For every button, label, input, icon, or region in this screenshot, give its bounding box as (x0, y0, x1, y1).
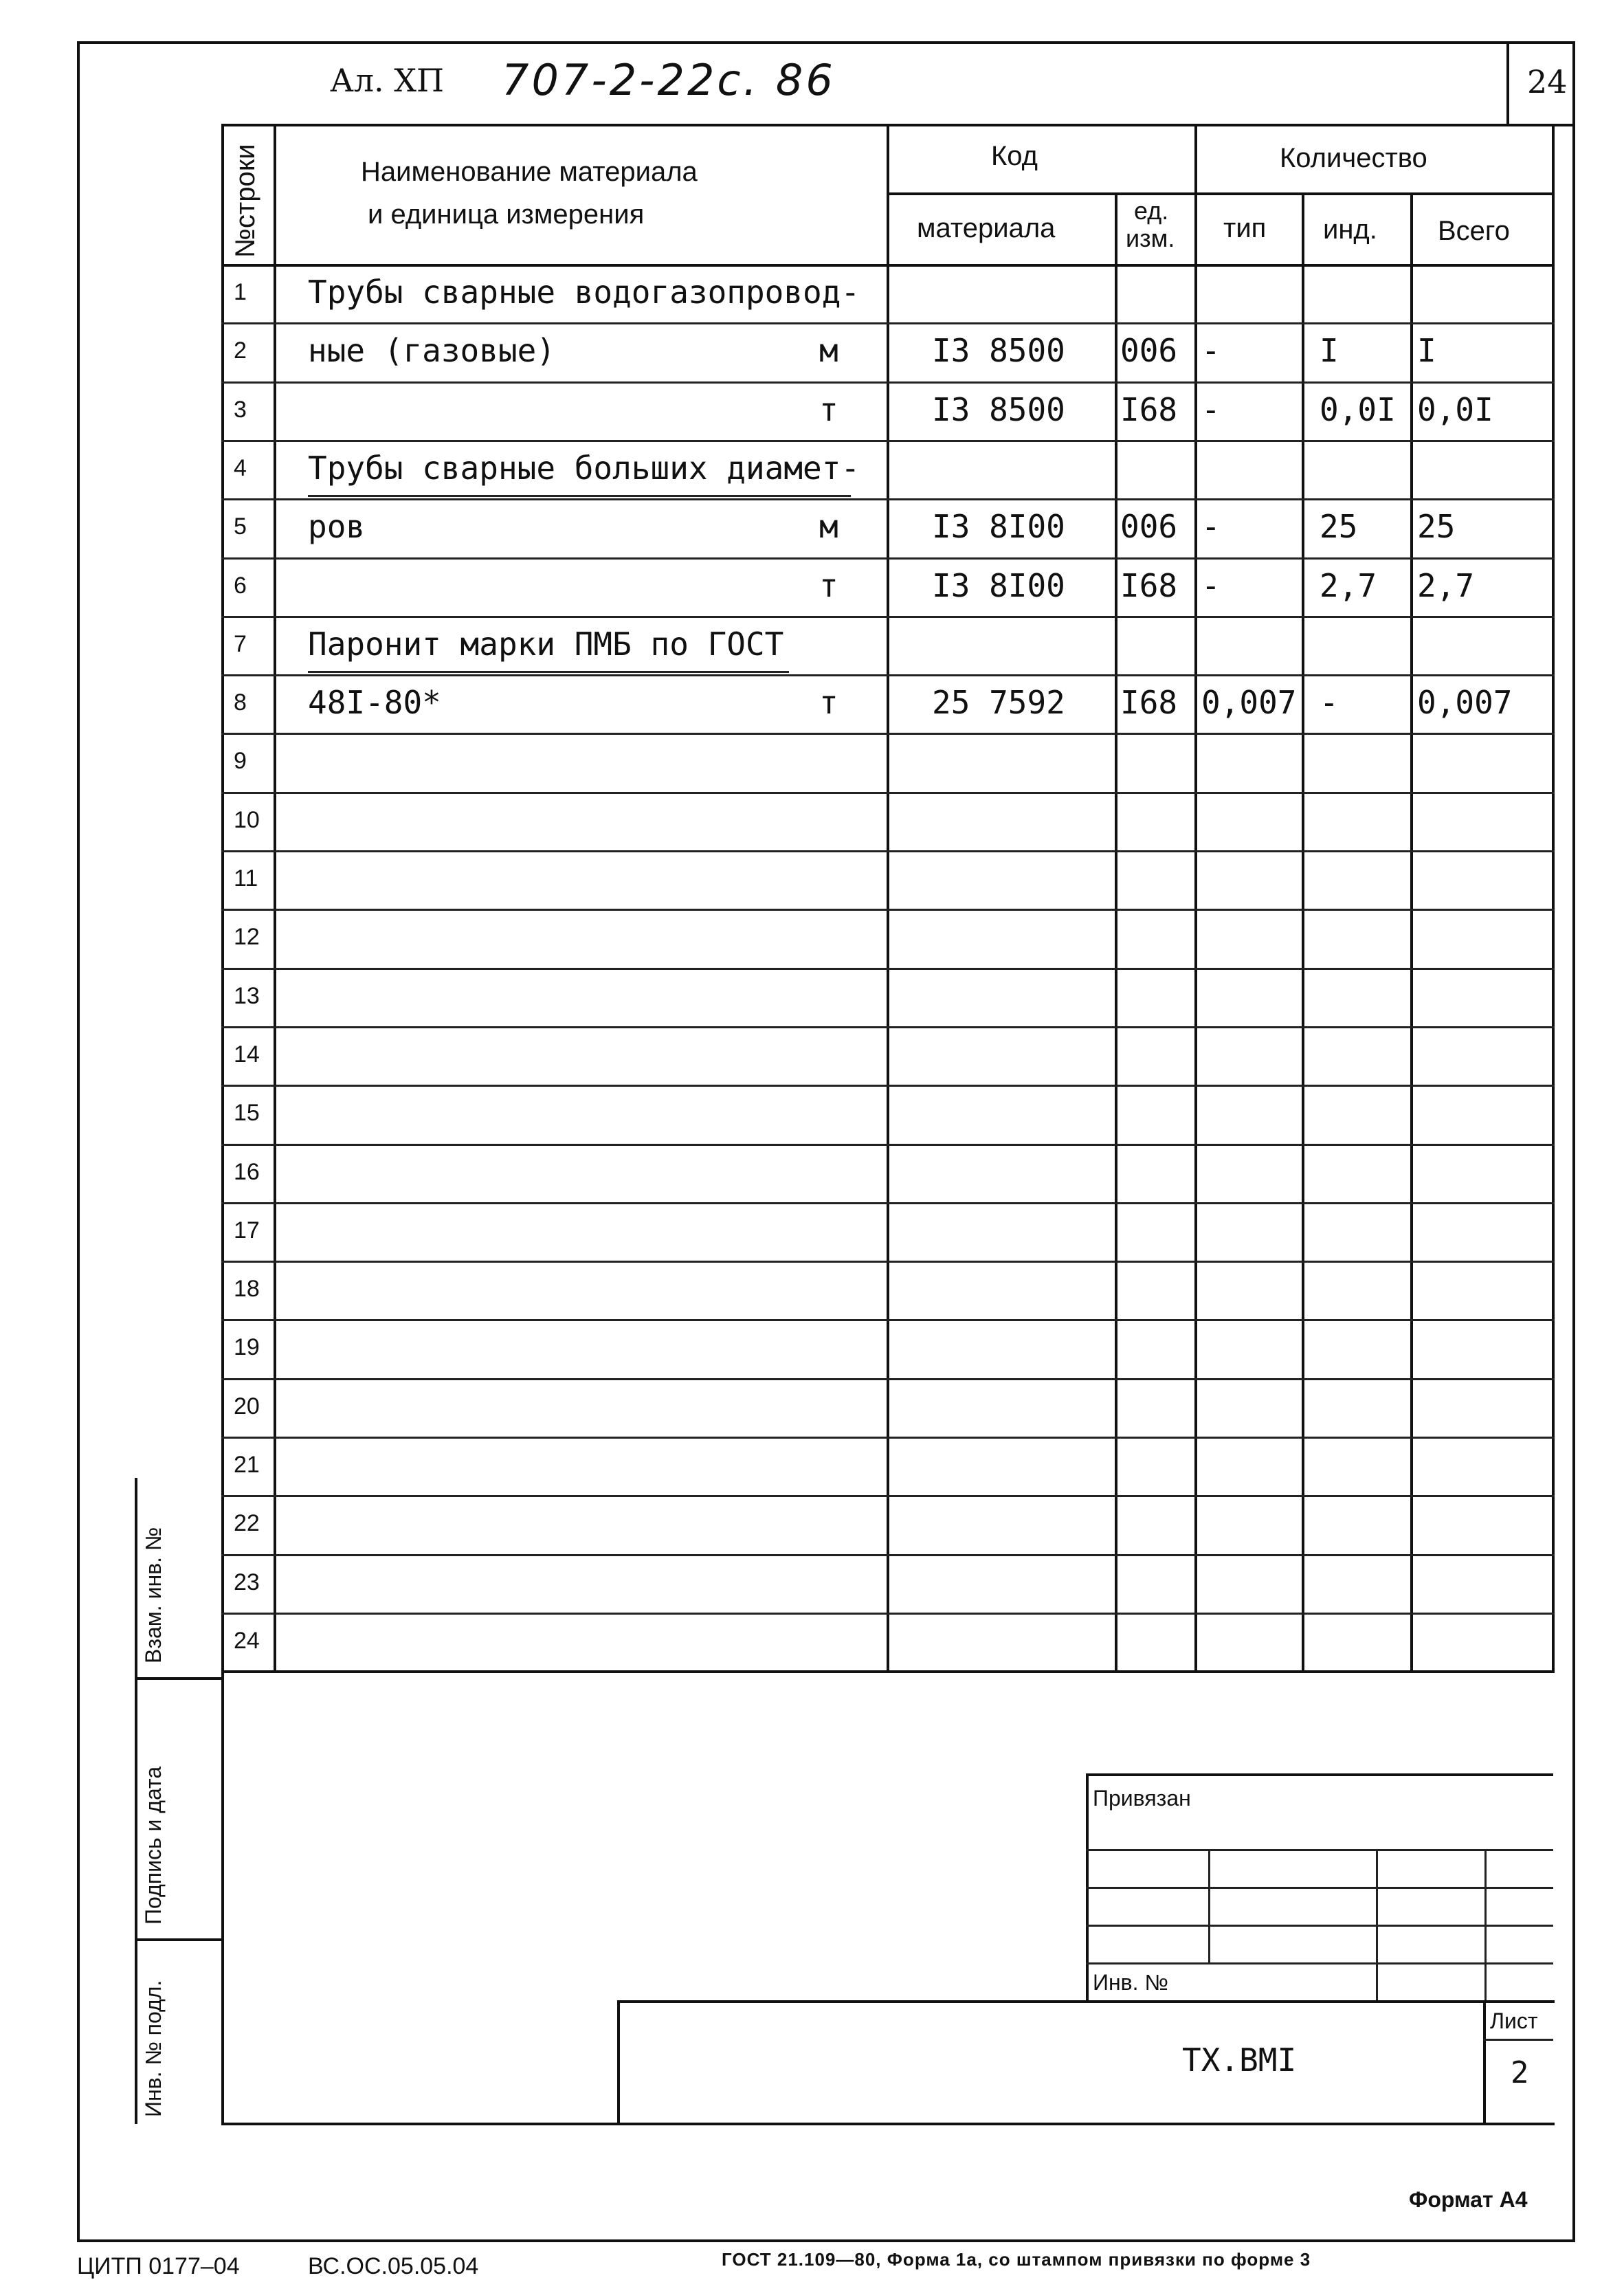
frame-top (77, 41, 1575, 44)
code-group-header: Код (991, 141, 1038, 171)
row-divider (221, 1026, 1555, 1028)
footer-middle: ВС.ОС.05.05.04 (308, 2253, 479, 2279)
cell-name: Паронит марки ПМБ по ГОСТ (308, 626, 784, 663)
cell-unit: м (819, 508, 838, 545)
cell-typ: - (1201, 508, 1221, 545)
row-divider (221, 322, 1555, 324)
row-number: 21 (234, 1452, 260, 1478)
document-code: ТХ.ВМI (1182, 2041, 1297, 2079)
sheet-box-divider (1483, 2039, 1553, 2041)
row-divider (221, 1202, 1555, 1204)
name-header-line1: Наименование материала (361, 157, 698, 187)
material-code-header: материала (917, 213, 1056, 243)
row-divider (221, 440, 1555, 442)
frame-bottom (77, 2239, 1575, 2242)
row-number: 10 (234, 807, 260, 833)
inv-no-label: Инв. № (1093, 1970, 1168, 1995)
format-label: Формат А4 (1409, 2187, 1528, 2212)
row-divider (221, 733, 1555, 735)
cell-unit-code: I68 (1120, 567, 1178, 604)
cell-ind: 25 (1320, 508, 1358, 545)
cell-typ: - (1201, 332, 1221, 369)
project-code: 707-2-22с. 86 (502, 55, 836, 105)
bound-col-1 (1208, 1849, 1210, 1962)
cell-unit-code: 006 (1120, 332, 1178, 369)
row-number: 5 (234, 513, 247, 540)
row-number: 3 (234, 397, 247, 423)
row-divider (221, 968, 1555, 970)
table-top-border (221, 124, 1575, 126)
ind-col-border (1302, 192, 1304, 1670)
row-number: 4 (234, 455, 247, 481)
cell-material-code: I3 8I00 (932, 567, 1065, 604)
cell-unit: т (819, 567, 838, 604)
sheet-ref: Ал. XП (330, 62, 445, 99)
row-divider (221, 1613, 1555, 1615)
cell-name: ров (308, 508, 366, 545)
row-number-header: №строки (230, 144, 260, 258)
group-header-divider (887, 192, 1553, 195)
bound-line-2 (1086, 1887, 1553, 1889)
row-number: 12 (234, 924, 260, 950)
row-divider (221, 674, 1555, 676)
bound-line-1 (1086, 1849, 1553, 1851)
row-divider (221, 1437, 1555, 1439)
row-number: 18 (234, 1276, 260, 1302)
cell-total: 2,7 (1417, 567, 1475, 604)
name-header-line2: и единица измерения (368, 199, 645, 230)
cell-unit-code: I68 (1120, 684, 1178, 721)
row-divider (221, 498, 1555, 500)
cell-unit-code: 006 (1120, 508, 1178, 545)
underline-row-4 (308, 495, 851, 497)
footer-left: ЦИТП 0177–04 (77, 2253, 240, 2279)
row-divider (221, 850, 1555, 852)
row-divider (221, 1144, 1555, 1146)
total-header: Всего (1438, 216, 1510, 246)
total-col-border (1410, 192, 1413, 1670)
unit-code-header-2: изм. (1126, 224, 1175, 252)
row-divider (221, 792, 1555, 794)
underline-row-7 (308, 671, 789, 673)
table-left-border (221, 124, 224, 2124)
unit-col-border (1115, 192, 1117, 1670)
bound-col-2 (1376, 1849, 1378, 2000)
cell-name: Трубы сварные больших диамет- (308, 450, 860, 487)
row-divider (221, 1261, 1555, 1263)
title-box-left (617, 2000, 620, 2124)
sheet-number: 2 (1511, 2055, 1529, 2090)
row-number: 2 (234, 337, 247, 364)
page-box-left (1506, 41, 1509, 125)
row-divider (221, 616, 1555, 618)
row-number: 7 (234, 631, 247, 657)
row-number: 13 (234, 983, 260, 1009)
row-number: 22 (234, 1510, 260, 1536)
sheet-label: Лист (1490, 2008, 1538, 2033)
cell-typ: - (1201, 391, 1221, 428)
bound-line-3 (1086, 1925, 1553, 1927)
frame-left (77, 41, 80, 2241)
cell-name: Трубы сварные водогазопровод- (308, 274, 860, 311)
row-number: 17 (234, 1217, 260, 1243)
row-number: 16 (234, 1159, 260, 1185)
header-bottom-border (221, 264, 1555, 267)
substitute-label: Взам. инв. № (141, 1527, 166, 1663)
row-number: 20 (234, 1393, 260, 1419)
row-number: 24 (234, 1628, 260, 1654)
title-box-bottom (221, 2123, 1555, 2125)
cell-name: 48I-80* (308, 684, 441, 721)
page-number: 24 (1527, 63, 1568, 100)
unit-code-header-1: ед. (1134, 197, 1169, 225)
cell-unit-code: I68 (1120, 391, 1178, 428)
cell-typ: 0,007 (1201, 684, 1297, 721)
cell-unit: м (819, 332, 838, 369)
cell-total: I (1417, 332, 1436, 369)
bound-box-top (1086, 1773, 1553, 1776)
footer-right: ГОСТ 21.109—80, Форма 1а, со штампом привязки по форме 3 (722, 2249, 1311, 2270)
cell-unit: т (819, 684, 838, 721)
cell-material-code: I3 8I00 (932, 508, 1065, 545)
cell-ind: - (1320, 684, 1339, 721)
inv-original-label: Инв. № подл. (141, 1980, 166, 2117)
row-divider (221, 1554, 1555, 1556)
cell-total: 0,007 (1417, 684, 1513, 721)
row-number: 8 (234, 689, 247, 716)
row-divider (221, 1085, 1555, 1087)
row-number: 9 (234, 748, 247, 774)
sheet-box-left (1483, 2000, 1486, 2124)
row-number: 15 (234, 1100, 260, 1126)
cell-typ: - (1201, 567, 1221, 604)
bound-col-3 (1484, 1849, 1487, 2000)
signature-date-label: Подпись и дата (141, 1766, 166, 1925)
row-divider (221, 1319, 1555, 1321)
row-divider (221, 557, 1555, 560)
row-number: 11 (234, 865, 258, 892)
cell-material-code: I3 8500 (932, 332, 1065, 369)
cell-ind: I (1320, 332, 1339, 369)
cell-ind: 2,7 (1320, 567, 1377, 604)
row-number: 23 (234, 1569, 260, 1595)
cell-material-code: I3 8500 (932, 391, 1065, 428)
row-number: 14 (234, 1041, 260, 1067)
row-number: 6 (234, 573, 247, 599)
cell-name: ные (газовые) (308, 332, 556, 369)
row-number: 19 (234, 1334, 260, 1360)
cell-total: 0,0I (1417, 391, 1493, 428)
stamp-block-top (221, 1670, 1555, 1673)
row-number: 1 (234, 279, 247, 305)
qty-group-header: Количество (1280, 143, 1427, 173)
title-box-top (617, 2000, 1555, 2003)
cell-ind: 0,0I (1320, 391, 1396, 428)
cell-material-code: 25 7592 (932, 684, 1065, 721)
row-divider (221, 381, 1555, 384)
frame-right (1572, 41, 1575, 2241)
row-divider (221, 1495, 1555, 1497)
side-divider-1 (135, 1677, 224, 1680)
cell-total: 25 (1417, 508, 1456, 545)
side-strip-left (135, 1478, 137, 2124)
row-divider (221, 1378, 1555, 1380)
typ-header: тип (1223, 213, 1267, 243)
ind-header: инд. (1323, 214, 1377, 245)
side-divider-2 (135, 1938, 224, 1941)
bound-line-4 (1086, 1962, 1553, 1964)
row-divider (221, 909, 1555, 911)
bound-label: Привязан (1093, 1786, 1191, 1811)
cell-unit: т (819, 391, 838, 428)
